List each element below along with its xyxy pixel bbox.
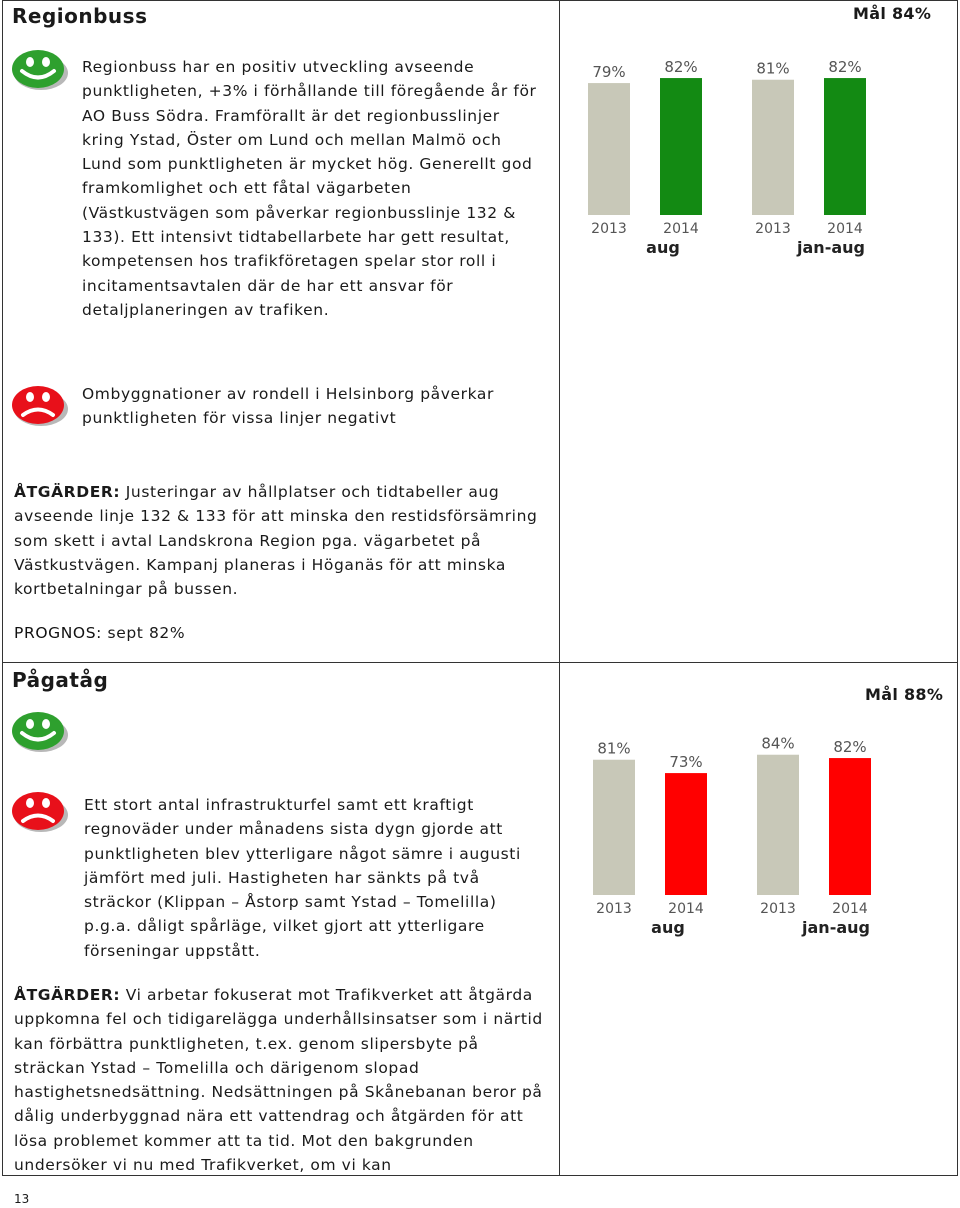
actions-label: ÅTGÄRDER:	[14, 986, 121, 1004]
group-label: jan-aug	[802, 918, 870, 937]
bar-value-label: 82%	[828, 58, 862, 77]
pagatag-punctuality-chart	[585, 735, 915, 945]
bar-aug-2013	[588, 83, 630, 215]
section-title-pagatag: Pågatåg	[12, 668, 109, 692]
actions-label: ÅTGÄRDER:	[14, 483, 121, 501]
column-divider	[559, 0, 560, 1176]
year-tick-label: 2013	[755, 221, 791, 237]
bar-aug-2014	[660, 78, 702, 215]
forecast-text: sept 82%	[107, 624, 186, 642]
forecast-label: PROGNOS:	[14, 624, 102, 642]
goal-regionbuss: Mål 84%	[853, 4, 932, 23]
actions-text: Justeringar av hållplatser och tidtabeller aug avseende linje 132 & 133 för att minska den restidsförsämring som skett i avtal Landskrona Region pga. vägarbetet på Västkustvägen. Kampanj planeras i Höganäs för att minska kortbetalningar på bussen.	[14, 483, 538, 599]
happy-face-icon	[8, 706, 70, 754]
section-title-regionbuss: Regionbuss	[12, 4, 148, 28]
year-tick-label: 2013	[596, 901, 632, 917]
pagatag-negative-text: Ett stort antal infrastrukturfel samt ett kraftigt regnoväder under månadens sista dygn gjorde att punktligheten blev ytterligare något sämre i augusti jämfört med juli. Hastigheten har sänkts på två sträckor (Klippan – Åstorp samt Ystad – Tomelilla) p.g.a. dåligt spårläge, vilket gjort att ytterligare förseningar uppstått.	[84, 796, 521, 960]
actions-text: Vi arbetar fokuserat mot Trafikverket att åtgärda uppkomna fel och tidigarelägga underhållsinsatser som i närtid kan förbättra punktligheten, t.ex. genom slipersbyte på sträckan Ystad – Tomelilla och därigenom slopad hastighetsnedsättning. Nedsättningen på Skånebanan beror på dålig underbyggnad nära ett vattendrag och åtgärden för att lösa problemet kommer att ta tid. Mot den bakgrunden undersöker vi nu med Trafikverket, om vi kan	[14, 986, 543, 1175]
regionbuss-punctuality-chart	[580, 55, 910, 265]
sad-face-icon	[8, 786, 70, 834]
bar-jan-aug-2013	[757, 755, 799, 895]
group-label: jan-aug	[797, 238, 865, 257]
bar-value-label: 82%	[664, 58, 698, 77]
group-label: aug	[651, 918, 685, 937]
bar-value-label: 82%	[833, 738, 867, 757]
regionbuss-forecast	[14, 621, 314, 645]
bar-jan-aug-2013	[752, 80, 794, 215]
bar-jan-aug-2014	[829, 758, 871, 895]
bar-value-label: 79%	[592, 63, 626, 82]
year-tick-label: 2014	[827, 221, 863, 237]
bar-aug-2013	[593, 760, 635, 895]
regionbuss-positive-text: Regionbuss har en positiv utveckling avseende punktligheten, +3% i förhållande till föregående år för AO Buss Södra. Framförallt är det regionbusslinjer kring Ystad, Öster om Lund och mellan Malmö och Lund som punktligheten är mycket hög. Generellt god framkomlighet och ett fåtal vägarbeten (Västkustvägen som påverkar regionbusslinje 132 & 133). Ett intensivt tidtabellarbete har gett resultat, kompetensen hos trafikföretagen spelar stor roll i incitamentsavtalen där de har ett ansvar för detaljplaneringen av trafiken.	[82, 58, 537, 319]
bar-jan-aug-2014	[824, 78, 866, 215]
page-number: 13	[14, 1192, 30, 1206]
bar-value-label: 81%	[597, 739, 631, 758]
group-label: aug	[646, 238, 680, 257]
bar-value-label: 73%	[669, 753, 703, 772]
section-divider	[2, 662, 958, 663]
happy-face-icon	[8, 44, 70, 92]
regionbuss-negative-text: Ombyggnationer av rondell i Helsinborg påverkar punktligheten för vissa linjer negativt	[82, 385, 495, 428]
year-tick-label: 2013	[760, 901, 796, 917]
year-tick-label: 2014	[663, 221, 699, 237]
year-tick-label: 2014	[832, 901, 868, 917]
bar-value-label: 84%	[761, 735, 795, 753]
sad-face-icon	[8, 380, 70, 428]
year-tick-label: 2013	[591, 221, 627, 237]
bar-aug-2014	[665, 773, 707, 895]
pagatag-actions	[14, 983, 554, 1177]
goal-pagatag: Mål 88%	[865, 685, 944, 704]
bar-value-label: 81%	[756, 59, 790, 78]
year-tick-label: 2014	[668, 901, 704, 917]
regionbuss-actions	[14, 480, 544, 601]
